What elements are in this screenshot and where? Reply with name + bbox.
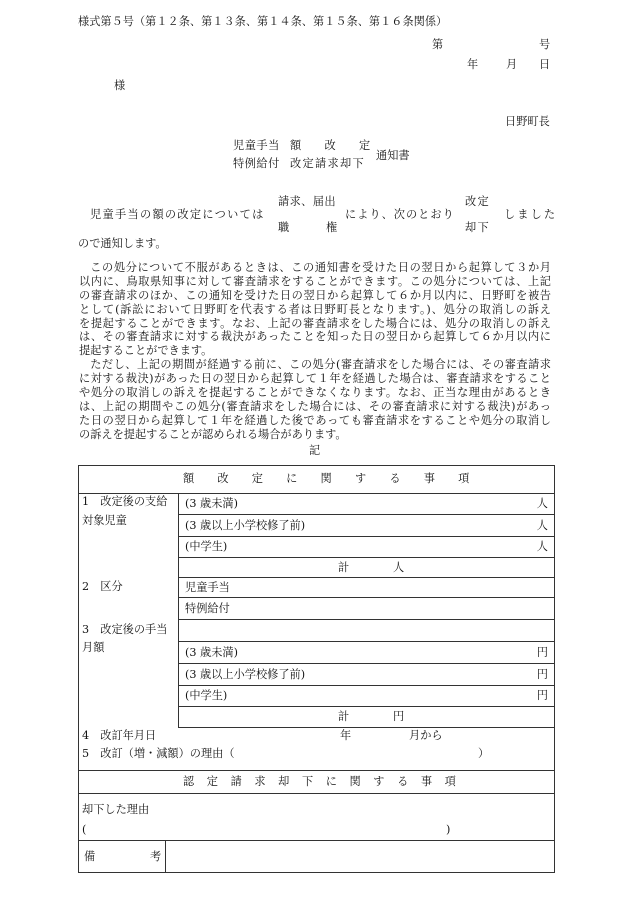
children-label-line1: 1 改定後の支給 — [82, 495, 168, 508]
title-action-option-rejection: 改定請求却下 — [290, 157, 365, 170]
date-month-label: 月 — [506, 58, 518, 71]
title-action-option-revision: 額改定 — [290, 139, 394, 152]
total-label: 計 — [338, 710, 350, 723]
rejection-reason-close-paren: ) — [446, 823, 451, 836]
amount-row-under-3 — [179, 642, 554, 664]
notice-line: として(訴訟において日野町を代表する者は日野町長となります。)、処分の取消しの訴え — [79, 302, 551, 316]
appeal-notice-paragraph-1 — [79, 261, 551, 358]
title-allowance-option-child-allowance: 児童手当 — [233, 139, 280, 152]
unit-label: 人 — [536, 540, 548, 553]
revision-reason-label: 5 改訂（増・減額）の理由（ — [82, 747, 235, 760]
classification-option-child-allowance — [179, 578, 554, 598]
children-row-under-3 — [179, 493, 554, 515]
notice-line: 以内に、鳥取県知事に対して審査請求をすることができます。この処分については、上記 — [79, 274, 551, 288]
monthly-amount-label-line1: 3 改定後の手当 — [82, 623, 168, 636]
form-number: 様式第５号（第１２条、第１３条、第１４条、第１５条、第１６条関係） — [78, 15, 448, 28]
unit-label: 人 — [536, 518, 548, 532]
notice-line: は、その審査請求に対する裁決があったことを知った日の翌日から起算して６か月以内に — [79, 330, 551, 344]
children-label-line2: 対象児童 — [82, 514, 127, 527]
rejection-reason-label: 却下した理由 — [82, 803, 150, 816]
notice-line: に対する裁決)があった日の翌日から起算して１年を経過した場合は、審査請求をすること — [79, 372, 551, 386]
amount-row-junior-high — [179, 686, 554, 707]
amount-total-row — [179, 707, 554, 728]
unit-label: 円 — [536, 645, 548, 659]
appeal-notice — [79, 261, 551, 442]
notice-line: の審査請求のほか、この通知を受けた日の翌日から起算して６か月以内に、日野町を被告 — [79, 288, 551, 302]
revision-heading: 額改定に関する事項 — [183, 472, 493, 485]
rejection-heading: 認定請求却下に関する事項 — [183, 775, 469, 788]
remarks-row — [79, 840, 554, 872]
amount-row-3-to-elementary — [179, 664, 554, 686]
unit-label: 人 — [536, 496, 548, 510]
children-total-row — [179, 558, 554, 578]
total-unit: 円 — [393, 710, 405, 723]
total-label: 計 — [338, 560, 350, 574]
intro-result-option-revised: 改定 — [465, 195, 490, 208]
category-label: (3 歳未満) — [185, 645, 238, 659]
revision-reason-close-paren: ） — [478, 747, 490, 760]
category-label: (3 歳未満) — [185, 496, 238, 510]
title-allowance-option-special-benefit: 特例給付 — [233, 157, 280, 170]
intro-ending: しました — [504, 208, 558, 221]
intro-connector: により、次のとおり — [345, 208, 455, 221]
notice-line: ただし、上記の期間が経過する前に、この処分(審査請求をした場合には、その審査請求 — [90, 358, 551, 372]
date-day-label: 日 — [539, 58, 551, 71]
notice-line: の訴えを提起することが認められる場合があります。 — [79, 427, 347, 441]
intro-result-option-rejected: 却下 — [465, 221, 490, 234]
classification-option-special-benefit — [179, 598, 554, 620]
unit-label: 円 — [536, 689, 548, 702]
children-row-3-to-elementary — [179, 515, 554, 537]
date-year-label: 年 — [467, 58, 479, 71]
appeal-notice-paragraph-2 — [79, 358, 551, 441]
category-label: (3 歳以上小学校修了前) — [185, 518, 306, 532]
issuer-name: 日野町長 — [505, 115, 550, 128]
children-row-junior-high — [179, 537, 554, 558]
classification-option-label: 特例給付 — [185, 601, 230, 615]
category-label: (中学生) — [185, 689, 228, 702]
total-unit: 人 — [393, 560, 405, 574]
intro-basis-option-request: 請求、届出 — [278, 195, 336, 208]
record-marker: 記 — [309, 444, 321, 457]
revision-date-month-from: 月から — [409, 729, 443, 742]
classification-label: 2 区分 — [82, 580, 123, 593]
category-label: (中学生) — [185, 540, 228, 553]
unit-label: 円 — [536, 667, 548, 681]
rejection-reason-open-paren: ( — [82, 823, 87, 836]
monthly-amount-label-line2: 月額 — [82, 641, 105, 654]
classification-option-label: 児童手当 — [185, 580, 230, 594]
notice-line: 提起することができます。 — [79, 344, 213, 358]
notice-line: た日の翌日から起算して１年を経過した後であっても審査請求をすることや処分の取消し — [79, 413, 551, 427]
rejection-heading-row — [79, 770, 554, 794]
revision-date-label: 4 改訂年月日 — [82, 729, 157, 742]
intro-basis-option-ex-officio: 職権 — [278, 221, 374, 234]
title-document-type: 通知書 — [376, 149, 410, 162]
intro-continuation: ので通知します。 — [78, 237, 167, 250]
document-number-prefix: 第 — [432, 38, 444, 51]
remarks-label: 備考 — [84, 850, 216, 863]
revision-heading-row — [79, 466, 554, 494]
notice-line: は、上記の期間やこの処分(審査請求をした場合には、その審査請求に対する裁決)があっ — [79, 399, 551, 413]
category-label: (3 歳以上小学校修了前) — [185, 667, 306, 681]
monthly-amount-blank-row — [179, 620, 554, 642]
revision-date-year-unit: 年 — [340, 729, 352, 742]
notice-line: や処分の取消しの訴えを提起することができなくなります。なお、正当な理由があるとき — [79, 386, 551, 400]
document-number-suffix: 号 — [539, 38, 551, 51]
notice-line: を提起することができます。なお、上記の審査請求をした場合には、処分の取消しの訴え — [79, 316, 551, 330]
notice-line: この処分について不服があるときは、この通知書を受けた日の翌日から起算して３か月 — [90, 261, 551, 274]
details-table — [78, 465, 555, 873]
intro-lead: 児童手当の額の改定については — [90, 208, 265, 221]
addressee-honorific: 様 — [114, 79, 126, 92]
